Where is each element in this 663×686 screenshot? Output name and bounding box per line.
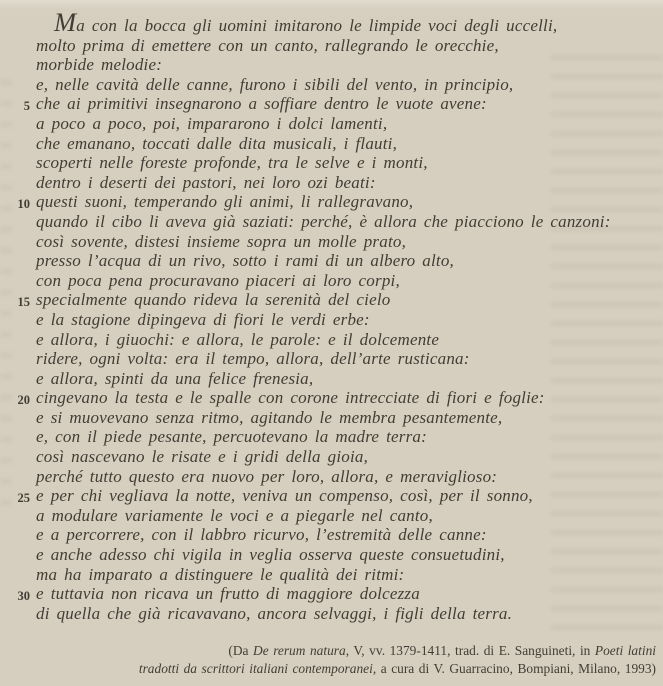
- verse-text: specialmente quando rideva la serenità del cielo: [36, 290, 391, 310]
- verse-text: ma ha imparato a distinguere le qualità dei ritmi:: [36, 564, 405, 584]
- verse-text: e allora, i giuochi: e allora, le parole: e il dolcemente: [36, 329, 440, 349]
- poem-line-19: [36, 369, 661, 389]
- poem-line-4: [36, 75, 661, 95]
- poem-line-11: [36, 212, 661, 232]
- verse-text: e allora, spinti da una felice frenesia,: [36, 368, 314, 388]
- verse-text: scoperti nelle foreste profonde, tra le selve e i monti,: [36, 153, 428, 173]
- source-citation: [40, 642, 656, 677]
- verse-text: presso l’acqua di un rivo, sotto i rami di un albero alto,: [36, 251, 454, 271]
- verse-text: questi suoni, temperando gli animi, li rallegravano,: [36, 192, 414, 212]
- poem-line-20: [17, 388, 661, 408]
- poem-line-6: [36, 114, 661, 134]
- verse-number: 25: [17, 490, 30, 505]
- poem-line-30: [17, 584, 661, 604]
- verse-text: perché tutto questo era nuovo per loro, allora, e meraviglioso:: [36, 466, 498, 486]
- poem-line-12: [36, 232, 661, 252]
- verse-text: e per chi vegliava la notte, veniva un compenso, così, per il sonno,: [36, 486, 533, 506]
- poem-line-22: [36, 427, 661, 447]
- verse-text: e, con il piede pesante, percuotevano la madre terra:: [36, 427, 427, 447]
- verse-text: morbide melodie:: [36, 55, 163, 75]
- poem-line-3: [36, 55, 661, 75]
- verse-number: 30: [17, 588, 30, 603]
- verse-text: e anche adesso chi vigila in veglia osserva queste consuetudini,: [36, 545, 505, 565]
- verse-text: a modulare variamente le voci e a piegarle nel canto,: [36, 505, 433, 525]
- poem-line-27: [36, 525, 661, 545]
- poem-line-15: [17, 290, 661, 310]
- citation-text: (Da: [228, 643, 254, 658]
- poem-line-29: [36, 565, 661, 585]
- verse-text: di quella che già ricavavano, ancora selvaggi, i figli della terra.: [36, 603, 513, 623]
- poem-line-21: [36, 408, 661, 428]
- verse-text: a con la bocca gli uomini imitarono le limpide voci degli uccelli,: [76, 16, 558, 35]
- poem-line-1: [36, 7, 661, 37]
- verse-text: che emanano, toccati dalle dita musicali, i flauti,: [36, 133, 398, 153]
- poem-line-24: [36, 467, 661, 487]
- poem-line-26: [36, 506, 661, 526]
- poem-line-31: [36, 604, 661, 624]
- poem-line-5: [23, 94, 661, 114]
- poem-line-18: [36, 349, 661, 369]
- verse-text: e, nelle cavità delle canne, furono i sibili del vento, in principio,: [36, 74, 514, 94]
- poem-line-13: [36, 251, 661, 271]
- cited-work-title: Poeti latini: [594, 643, 656, 658]
- verse-text: e tuttavia non ricava un frutto di maggiore dolcezza: [36, 584, 420, 604]
- poem-line-7: [36, 134, 661, 154]
- verse-text: che ai primitivi insegnarono a soffiare dentro le vuote avene:: [36, 94, 487, 114]
- citation-text: , a cura di V. Guarracino, Bompiani, Milano, 1993): [372, 660, 656, 676]
- verse-text: e la stagione dipingeva di fiori le verdi erbe:: [36, 309, 370, 329]
- poem-line-10: [17, 192, 661, 212]
- verse-text: così sovente, distesi insieme sopra un molle prato,: [36, 231, 407, 251]
- cited-work-title: tradotti da scrittori italiani contemporanei: [138, 660, 373, 676]
- verse-text: e si muovevano senza ritmo, agitando le membra pesantemente,: [36, 407, 503, 427]
- citation-line-1: [40, 642, 656, 660]
- verse-text: molto prima di emettere con un canto, rallegrando le orecchie,: [36, 35, 499, 55]
- verse-text: cingevano la testa e le spalle con corone intrecciate di fiori e foglie:: [36, 388, 545, 408]
- verse-text: ridere, ogni volta: era il tempo, allora, dell’arte rusticana:: [36, 349, 470, 369]
- verse-text: così nascevano le risate e i gridi della gioia,: [36, 447, 369, 467]
- poem-line-17: [36, 330, 661, 350]
- citation-line-2: [40, 660, 656, 678]
- poem-line-9: [36, 173, 661, 193]
- poem-line-16: [36, 310, 661, 330]
- verse-text: e a percorrere, con il labbro ricurvo, l’estremità delle canne:: [36, 525, 487, 545]
- poem-text-block: [17, 7, 661, 623]
- verse-number: 10: [17, 196, 30, 211]
- poem-line-23: [36, 447, 661, 467]
- verse-number: 5: [23, 98, 30, 113]
- poem-line-8: [36, 153, 661, 173]
- cited-work-title: De rerum natura: [253, 643, 346, 658]
- verse-text: a poco a poco, poi, impararono i dolci lamenti,: [36, 113, 388, 133]
- poem-line-14: [36, 271, 661, 291]
- verse-text: dentro i deserti dei pastori, nei loro ozi beati:: [36, 172, 376, 192]
- verse-text: con poca pena procuravano piaceri ai loro corpi,: [36, 270, 400, 290]
- poem-line-28: [36, 545, 661, 565]
- citation-text: , V, vv. 1379-1411, trad. di E. Sanguineti, in: [345, 643, 595, 658]
- verse-number: 20: [17, 392, 30, 407]
- drop-cap-initial: M: [54, 7, 77, 37]
- verse-text: quando il cibo li aveva già saziati: perché, è allora che piacciono le canzoni:: [36, 211, 611, 231]
- verse-number: 15: [17, 294, 30, 309]
- poem-line-2: [36, 36, 661, 56]
- poem-line-25: [17, 486, 661, 506]
